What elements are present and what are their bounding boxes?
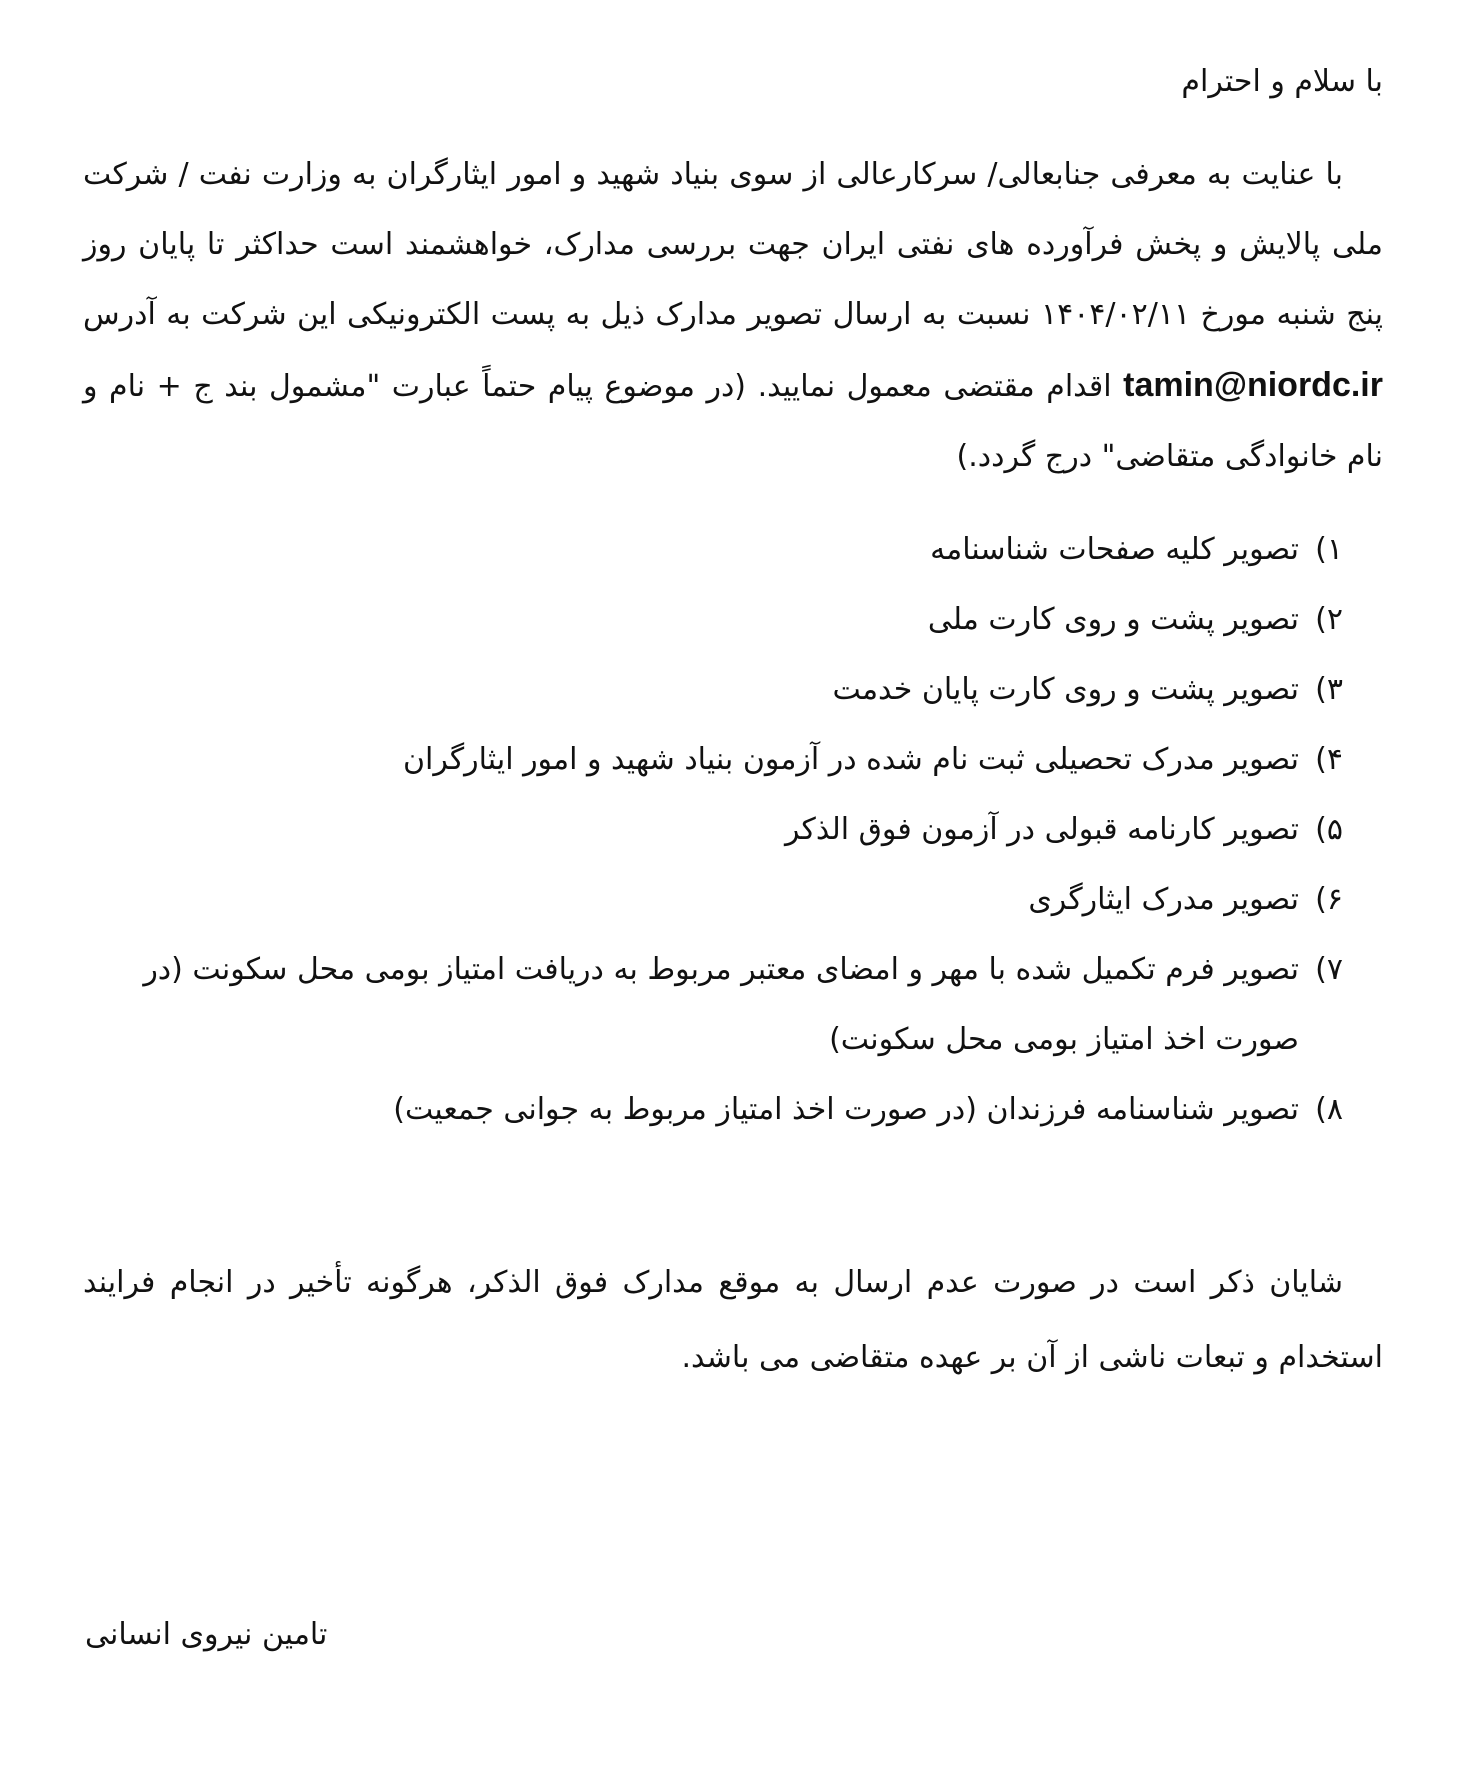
list-item-number: ۴) bbox=[1315, 742, 1343, 777]
list-item bbox=[83, 935, 1343, 1075]
list-item bbox=[83, 795, 1343, 865]
list-item bbox=[83, 865, 1343, 935]
intro-text-end: اقدام مقتضی معمول نمایید. (در موضوع پیام حتماً عبارت "مشمول بند ج + نام و نام خانوادگی متقاضی" درج گردد.) bbox=[83, 369, 1383, 474]
list-item-text: تصویر پشت و روی کارت پایان خدمت bbox=[832, 672, 1299, 707]
list-item-number: ۷) bbox=[1315, 952, 1343, 987]
list-item bbox=[83, 515, 1343, 585]
list-item bbox=[83, 585, 1343, 655]
list-item-text: تصویر پشت و روی کارت ملی bbox=[927, 602, 1299, 637]
list-item-number: ۶) bbox=[1315, 882, 1343, 917]
list-item-text: تصویر شناسنامه فرزندان (در صورت اخذ امتیاز مربوط به جوانی جمعیت) bbox=[393, 1092, 1299, 1127]
closing-paragraph: شایان ذکر است در صورت عدم ارسال به موقع مدارک فوق الذکر، هرگونه تأخیر در انجام فرایند استخدام و تبعات ناشی از آن بر عهده متقاضی می باشد. bbox=[83, 1265, 1383, 1375]
documents-list bbox=[83, 515, 1343, 1145]
list-item-text: تصویر مدرک تحصیلی ثبت نام شده در آزمون بنیاد شهید و امور ایثارگران bbox=[402, 742, 1299, 777]
list-item bbox=[83, 655, 1343, 725]
list-item-number: ۲) bbox=[1315, 602, 1343, 637]
list-item-number: ۱) bbox=[1315, 532, 1343, 567]
list-item-text: تصویر فرم تکمیل شده با مهر و امضای معتبر مربوط به دریافت امتیاز بومی محل سکونت (در صورت اخذ امتیاز بومی محل سکونت) bbox=[143, 952, 1299, 1057]
list-item-text: تصویر کارنامه قبولی در آزمون فوق الذکر bbox=[784, 812, 1299, 847]
signature: تامین نیروی انسانی bbox=[85, 1617, 328, 1652]
list-item bbox=[83, 725, 1343, 795]
list-item-number: ۳) bbox=[1315, 672, 1343, 707]
email-address[interactable]: tamin@niordc.ir bbox=[1123, 366, 1383, 404]
greeting: با سلام و احترام bbox=[1181, 64, 1383, 99]
list-item-text: تصویر کلیه صفحات شناسنامه bbox=[930, 532, 1299, 567]
list-item-number: ۸) bbox=[1315, 1092, 1343, 1127]
list-item-text: تصویر مدرک ایثارگری bbox=[1028, 882, 1299, 917]
intro-text-start: با عنایت به معرفی جنابعالی/ سرکارعالی از سوی بنیاد شهید و امور ایثارگران به وزارت نفت / شرکت ملی پالایش و پخش فرآورده های نفتی ایران جهت بررسی مدارک، خواهشمند است حداکثر تا پایان روز پنج شنبه مورخ ۱۴۰۴/۰۲/۱۱ نسبت به ارسال تصویر مدارک ذیل به پست الکترونیکی این شرکت به آدرس bbox=[83, 157, 1383, 332]
intro-paragraph bbox=[83, 140, 1383, 492]
list-item bbox=[83, 1075, 1343, 1145]
list-item-number: ۵) bbox=[1315, 812, 1343, 847]
